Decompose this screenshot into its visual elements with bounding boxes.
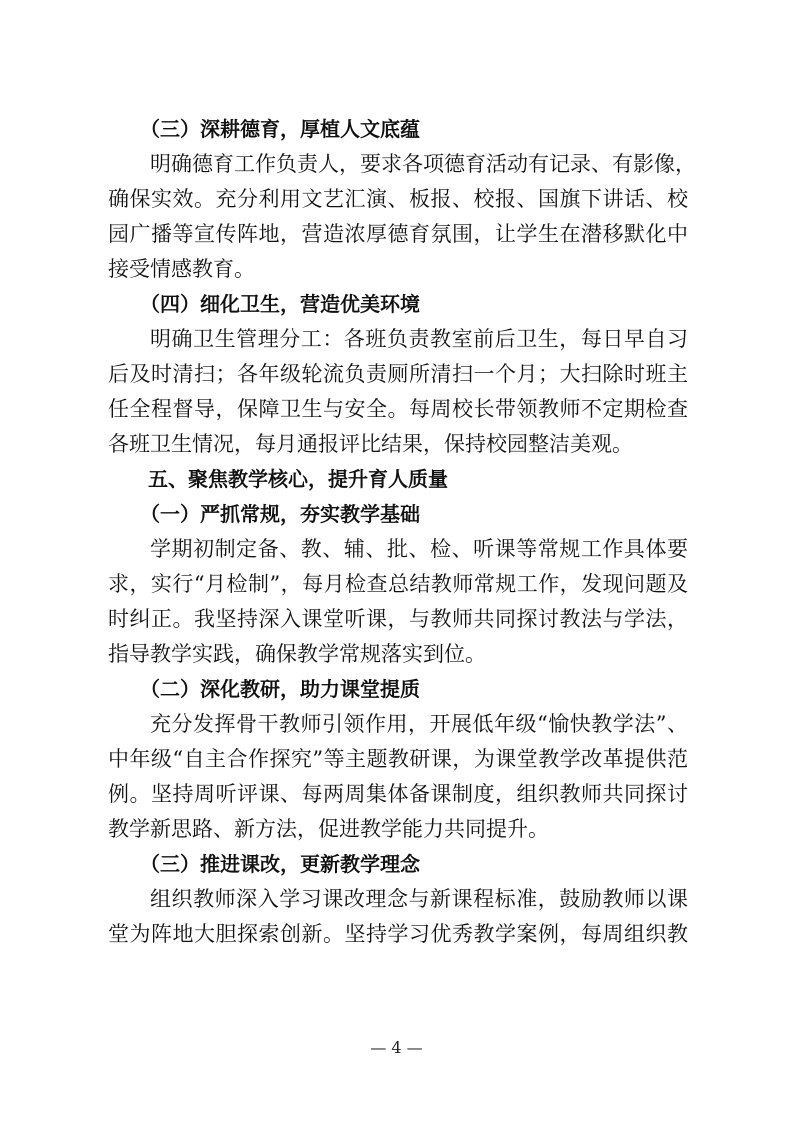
paragraph-line: 充分发挥骨干教师引领作用，开展低年级“愉快教学法”、	[150, 712, 688, 736]
paragraph-line: 时纠正。我坚持深入课堂听课，与教师共同探讨教法与学法，	[108, 607, 688, 631]
section-heading-routine: （一）严抓常规，夯实教学基础	[140, 502, 420, 526]
paragraph-line: 求，实行“月检制”，每月检查总结教师常规工作，发现问题及	[108, 572, 688, 596]
paragraph-line: 各班卫生情况，每月通报评比结果，保持校园整洁美观。	[108, 432, 633, 456]
chapter-heading-teaching-core: 五、聚焦教学核心，提升育人质量	[148, 467, 448, 491]
paragraph-line: 后及时清扫；各年级轮流负责厕所清扫一个月；大扫除时班主	[108, 362, 688, 386]
paragraph-line: 堂为阵地大胆探索创新。坚持学习优秀教学案例，每周组织教	[108, 922, 688, 946]
paragraph-line: 组织教师深入学习课改理念与新课程标准，鼓励教师以课	[150, 887, 688, 911]
paragraph-line: 明确德育工作负责人，要求各项德育活动有记录、有影像，	[150, 152, 696, 176]
section-heading-hygiene: （四）细化卫生，营造优美环境	[140, 292, 420, 316]
section-heading-moral-education: （三）深耕德育，厚植人文底蕴	[140, 117, 420, 141]
paragraph-line: 学期初制定备、教、辅、批、检、听课等常规工作具体要	[150, 537, 688, 561]
section-heading-curriculum-reform: （三）推进课改，更新教学理念	[140, 852, 420, 876]
paragraph-line: 接受情感教育。	[108, 257, 255, 281]
paragraph-line: 教学新思路、新方法，促进教学能力共同提升。	[108, 817, 549, 841]
paragraph-line: 任全程督导，保障卫生与安全。每周校长带领教师不定期检查	[108, 397, 688, 421]
document-body	[108, 112, 696, 952]
paragraph-line: 园广播等宣传阵地，营造浓厚德育氛围，让学生在潜移默化中	[108, 222, 688, 246]
paragraph-line: 中年级“自主合作探究”等主题教研课，为课堂教学改革提供范	[108, 747, 688, 771]
paragraph-line: 例。坚持周听评课、每两周集体备课制度，组织教师共同探讨	[108, 782, 688, 806]
paragraph-line: 明确卫生管理分工：各班负责教室前后卫生，每日早自习	[150, 327, 688, 351]
page-number: — 4 —	[370, 1038, 423, 1057]
paragraph-line: 确保实效。充分利用文艺汇演、板报、校报、国旗下讲话、校	[108, 187, 688, 211]
paragraph-line: 指导教学实践，确保教学常规落实到位。	[108, 642, 486, 666]
section-heading-teaching-research: （二）深化教研，助力课堂提质	[140, 677, 420, 701]
